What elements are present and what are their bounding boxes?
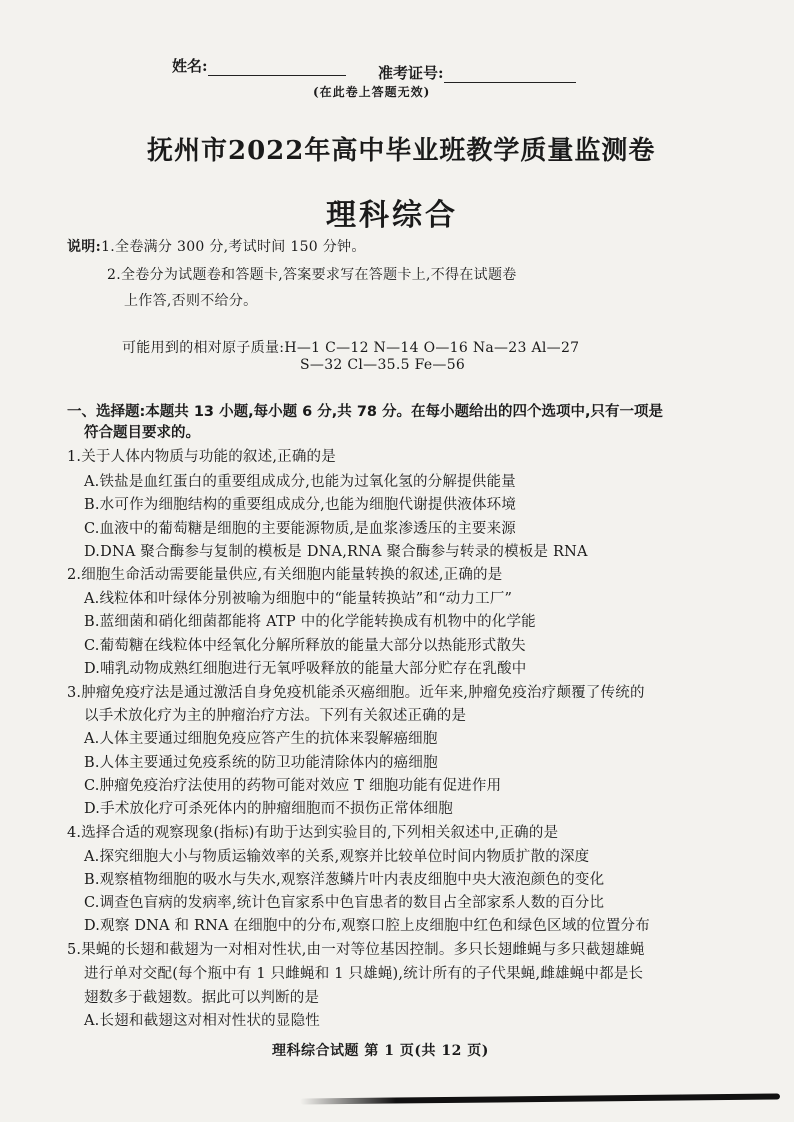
name-label: 姓名: [172,57,208,75]
page-footer: 理科综合试题 第 1 页(共 12 页) [272,1043,489,1059]
exam-id-blank [444,68,576,83]
question-5-stem: 5.果蝇的长翅和截翅为一对相对性状,由一对等位基因控制。多只长翅雌蝇与多只截翅雄蝇 [67,942,645,958]
scan-shadow [300,1093,780,1104]
atomic-masses-line-1: 可能用到的相对原子质量:H—1 C—12 N—14 O—16 Na—23 Al—27 [122,340,580,356]
question-2-option-a: A.线粒体和叶绿体分别被喻为细胞中的“能量转换站”和“动力工厂” [84,591,513,607]
instruction-line-1 [67,236,366,256]
question-2-option-b: B.蓝细菌和硝化细菌都能将 ATP 中的化学能转换成有机物中的化学能 [84,614,536,630]
section-heading-cont: 符合题目要求的。 [84,425,200,441]
question-4-option-a: A.探究细胞大小与物质运输效率的关系,观察并比较单位时间内物质扩散的深度 [84,849,590,865]
invalid-note: (在此卷上答题无效) [313,85,431,99]
question-2-option-c: C.葡萄糖在线粒体中经氧化分解所释放的能量大部分以热能形式散失 [84,638,526,654]
instruction-item-2-cont: 上作答,否则不给分。 [124,293,258,309]
question-3-option-b: B.人体主要通过免疫系统的防卫功能清除体内的癌细胞 [84,755,438,771]
question-1-stem: 1.关于人体内物质与功能的叙述,正确的是 [67,449,336,465]
question-3-option-d: D.手术放化疗可杀死体内的肿瘤细胞而不损伤正常体细胞 [84,801,453,817]
question-5-stem-cont-2: 翅数多于截翅数。据此可以判断的是 [84,990,320,1006]
exam-id-field [378,62,576,83]
question-4-option-d: D.观察 DNA 和 RNA 在细胞中的分布,观察口腔上皮细胞中红色和绿色区域的位置分布 [84,918,650,934]
instruction-item-2: 2.全卷分为试题卷和答题卡,答案要求写在答题卡上,不得在试题卷 [107,267,517,283]
question-1-option-a: A.铁盐是血红蛋白的重要组成成分,也能为过氧化氢的分解提供能量 [84,474,516,490]
question-3-stem: 3.肿瘤免疫疗法是通过激活自身免疫机能杀灭癌细胞。近年来,肿瘤免疫治疗颠覆了传统的 [67,685,645,701]
subject-title: 理科综合 [326,198,458,233]
question-3-stem-cont: 以手术放化疗为主的肿瘤治疗方法。下列有关叙述正确的是 [84,708,467,724]
question-2-option-d: D.哺乳动物成熟红细胞进行无氧呼吸释放的能量大部分贮存在乳酸中 [84,661,527,677]
question-4-option-c: C.调查色盲病的发病率,统计色盲家系中色盲患者的数目占全部家系人数的百分比 [84,895,605,911]
question-1-option-b: B.水可作为细胞结构的重要组成成分,也能为细胞代谢提供液体环境 [84,497,517,513]
instruction-label: 说明: [67,239,102,255]
question-3-option-a: A.人体主要通过细胞免疫应答产生的抗体来裂解癌细胞 [84,731,438,747]
question-2-stem: 2.细胞生命活动需要能量供应,有关细胞内能量转换的叙述,正确的是 [67,567,503,583]
instruction-item-1: 1.全卷满分 300 分,考试时间 150 分钟。 [101,239,366,255]
question-5-option-a: A.长翅和截翅这对相对性状的显隐性 [84,1013,320,1029]
name-field [172,55,346,76]
exam-title: 抚州市2022年高中毕业班教学质量监测卷 [147,136,656,166]
question-1-option-c: C.血液中的葡萄糖是细胞的主要能源物质,是血浆渗透压的主要来源 [84,521,516,537]
question-5-stem-cont-1: 进行单对交配(每个瓶中有 1 只雌蝇和 1 只雄蝇),统计所有的子代果蝇,雌雄蝇中都是长 [84,966,644,982]
section-heading: 一、选择题:本题共 13 小题,每小题 6 分,共 78 分。在每小题给出的四个选项中,只有一项是 [67,404,664,420]
question-4-stem: 4.选择合适的观察现象(指标)有助于达到实验目的,下列相关叙述中,正确的是 [67,825,559,841]
question-3-option-c: C.肿瘤免疫治疗法使用的药物可能对效应 T 细胞功能有促进作用 [84,778,502,794]
atomic-masses-line-2: S—32 Cl—35.5 Fe—56 [300,357,466,373]
question-4-option-b: B.观察植物细胞的吸水与失水,观察洋葱鳞片叶内表皮细胞中央大液泡颜色的变化 [84,872,605,888]
name-blank [208,61,346,76]
exam-id-label: 准考证号: [378,64,444,82]
question-1-option-d: D.DNA 聚合酶参与复制的模板是 DNA,RNA 聚合酶参与转录的模板是 RNA [84,544,588,560]
